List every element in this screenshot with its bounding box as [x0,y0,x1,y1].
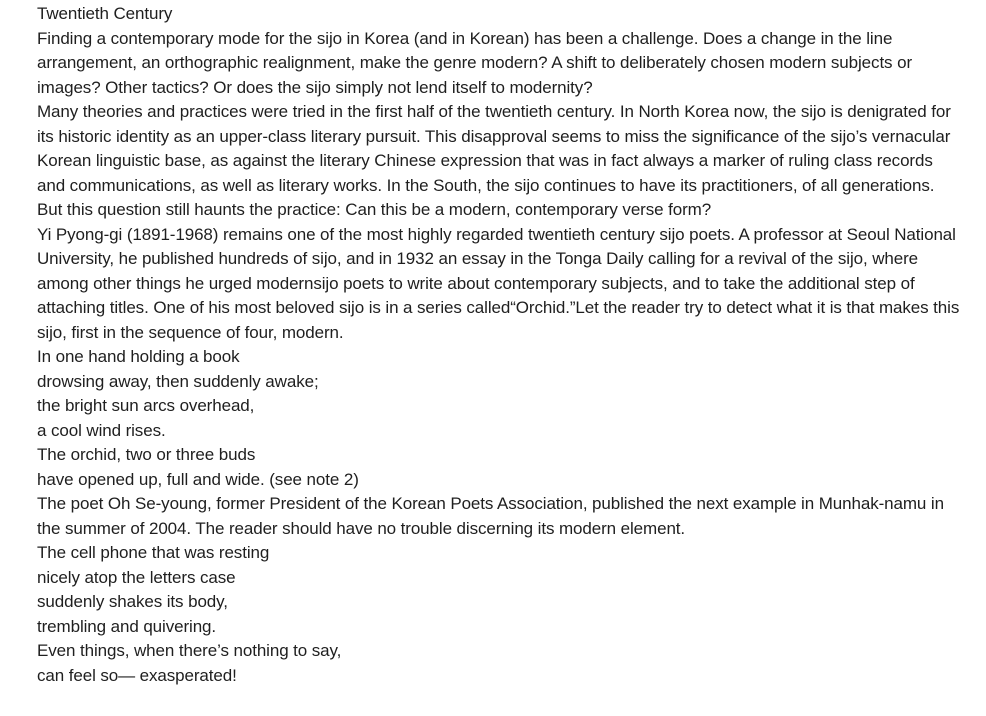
paragraph-theories: Many theories and practices were tried in the first half of the twentieth century. In North Korea now, the sijo is denigrated for its historic identity as an upper-class literary pursuit. This disapproval seems to miss the significance of the sijo’s vernacular Korean linguistic base, as against the literary Chinese expression that was in fact always a marker of ruling class records and communications, as well as literary works. In the South, the sijo continues to have its practitioners, of all generations. But this question still haunts the practice: Can this be a modern, contemporary verse form? [37,102,951,219]
poem-line: trembling and quivering. [37,616,217,636]
poem-line: drowsing away, then suddenly awake; [37,371,319,391]
section-heading: Twentieth Century [37,4,173,23]
poem-line: The cell phone that was resting [37,543,270,562]
poem-line: The orchid, two or three buds [37,445,256,464]
paragraph-yi-pyong-gi: Yi Pyong-gi (1891-1968) remains one of the most highly regarded twentieth century sijo poets. A professor at Seoul National University, he published hundreds of sijo, and in 1932 an essay in the Tonga Daily calling for a revival of the sijo, where among other things he urged modernsijo poets to write about contemporary subjects, and to take the additional step of attaching titles. One of his most beloved sijo is in a series called“Orchid.”Let the reader try to detect what it is that makes this sijo, first in the sequence of four, modern. [37,224,960,342]
poem-line: the bright sun arcs overhead, [37,396,255,415]
poem-line: suddenly shakes its body, [37,592,228,611]
poem-line: nicely atop the letters case [37,567,236,587]
paragraph-intro: Finding a contemporary mode for the sijo in Korea (and in Korean) has been a challenge. Does a change in the line arrangement, an orthographic realignment, make the genre modern? A shift to deliberately chosen modern subjects or images? Other tactics? Or does the sijo simply not lend itself to modernity? [37,28,912,97]
poem-line: Even things, when there’s nothing to say, [37,641,342,660]
poem-line: In one hand holding a book [37,347,240,366]
poem-line: have opened up, full and wide. (see note 2) [37,469,359,489]
poem-line: can feel so— exasperated! [37,665,237,685]
paragraph-oh-se-young: The poet Oh Se-young, former President of the Korean Poets Association, published the next example in Munhak-namu in the summer of 2004. The reader should have no trouble discerning its modern element. [37,494,944,538]
poem-cell-phone [37,541,962,688]
poem-line: a cool wind rises. [37,420,166,440]
document-body [37,2,962,688]
poem-orchid [37,345,962,492]
